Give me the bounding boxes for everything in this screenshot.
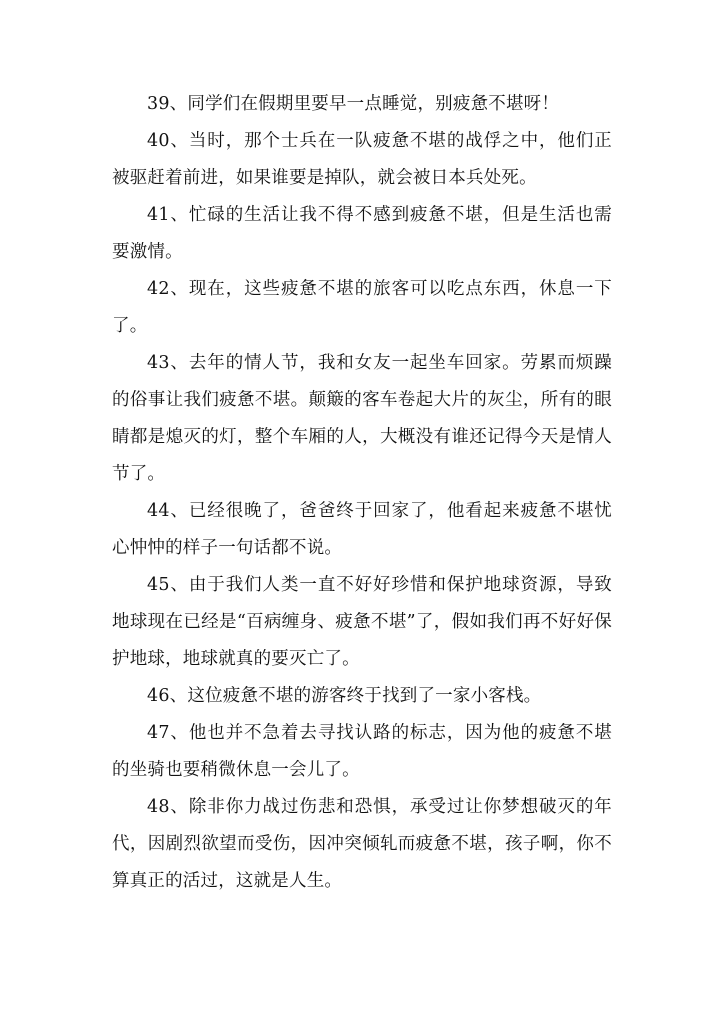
sentence-47: 47、他也并不急着去寻找认路的标志，因为他的疲惫不堪的坐骑也要稍微休息一会儿了。 [112, 723, 612, 780]
sentence-48: 48、除非你力战过伤悲和恐惧，承受过让你梦想破灭的年代，因剧烈欲望而受伤，因冲突倾轧而疲惫不堪，孩子啊，你不算真正的活过，这就是人生。 [112, 797, 612, 891]
sentence-40: 40、当时，那个士兵在一队疲惫不堪的战俘之中，他们正被驱赶着前进，如果谁要是掉队，就会被日本兵处死。 [112, 131, 612, 188]
sentence-45: 45、由于我们人类一直不好好珍惜和保护地球资源，导致地球现在已经是“百病缠身、疲惫不堪”了，假如我们再不好好保护地球，地球就真的要灭亡了。 [112, 575, 612, 669]
sentence-41: 41、忙碌的生活让我不得不感到疲惫不堪，但是生活也需要激情。 [112, 205, 612, 262]
sentence-46: 46、这位疲惫不堪的游客终于找到了一家小客栈。 [147, 686, 542, 706]
sentence-43: 43、去年的情人节，我和女友一起坐车回家。劳累而烦躁的俗事让我们疲惫不堪。颠簸的客车卷起大片的灰尘，所有的眼睛都是熄灭的灯，整个车厢的人，大概没有谁还记得今天是情人节了。 [112, 353, 612, 484]
sentence-39: 39、同学们在假期里要早一点睡觉，别疲惫不堪呀！ [147, 94, 560, 114]
document-page [112, 86, 612, 900]
sentence-44: 44、已经很晚了，爸爸终于回家了，他看起来疲惫不堪忧心忡忡的样子一句话都不说。 [112, 501, 612, 558]
sentence-42: 42、现在，这些疲惫不堪的旅客可以吃点东西，休息一下了。 [112, 279, 612, 336]
